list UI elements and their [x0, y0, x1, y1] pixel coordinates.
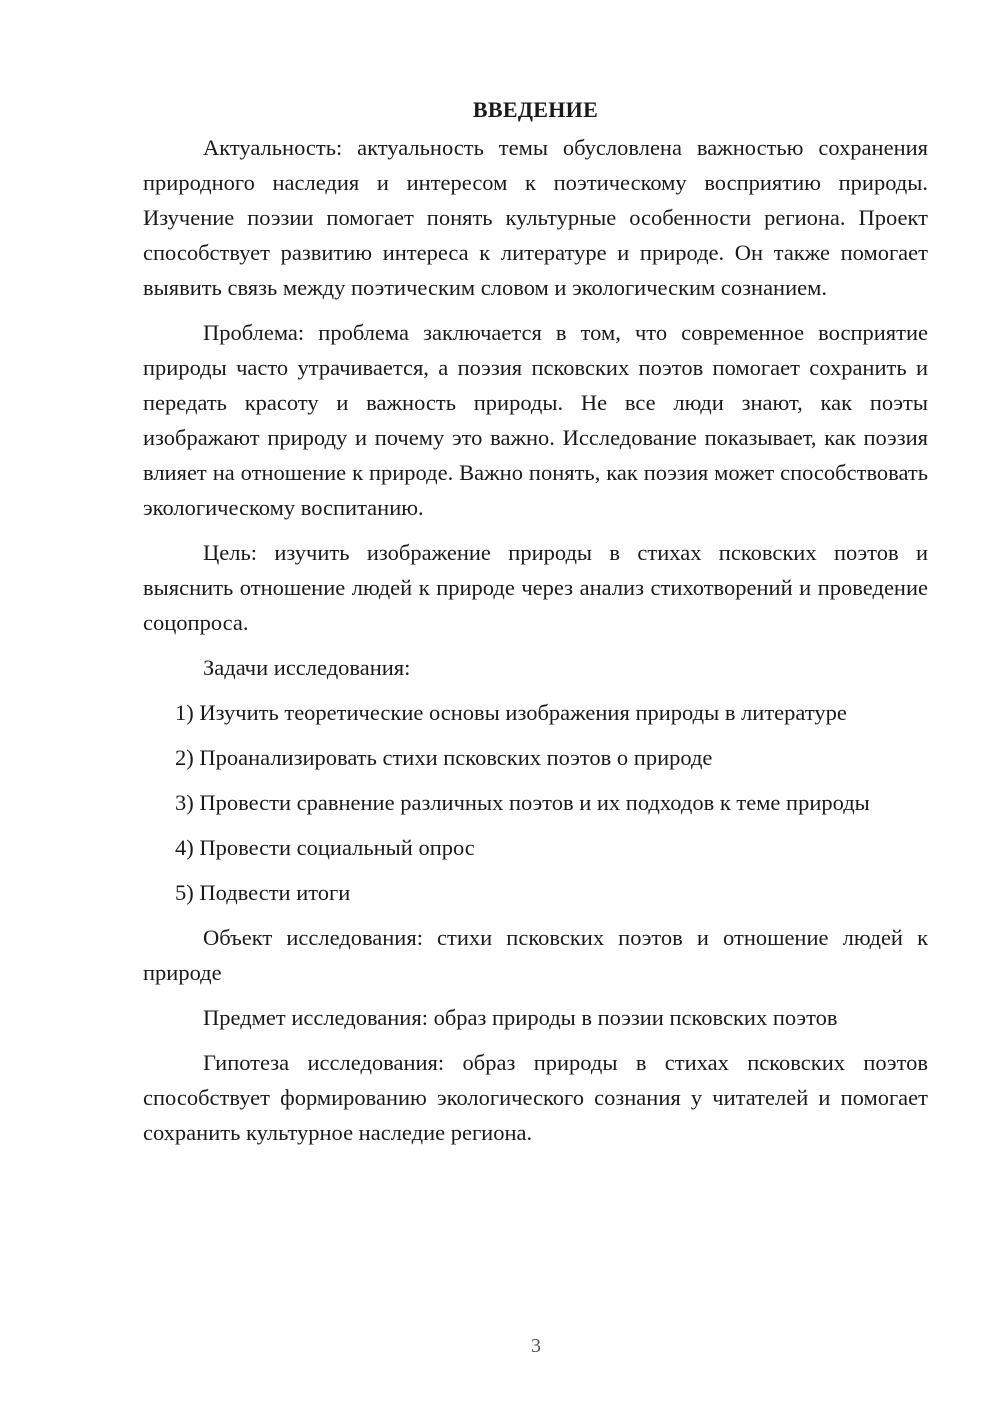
subject-paragraph: Предмет исследования: образ природы в поэзии псковских поэтов: [203, 1005, 838, 1030]
task-item-3: 3) Провести сравнение различных поэтов и их подходов к теме природы: [175, 790, 870, 815]
hypothesis-paragraph: Гипотеза исследования: образ природы в стихах псковских поэтов способствует формированию экологического сознания у читателей и помогает сохранить культурное наследие региона.: [143, 1050, 928, 1145]
goal-paragraph: Цель: изучить изображение природы в стихах псковских поэтов и выяснить отношение людей к природе через анализ стихотворений и проведение соцопроса.: [143, 540, 928, 635]
problem-paragraph: Проблема: проблема заключается в том, что современное восприятие природы часто утрачивается, а поэзия псковских поэтов помогает сохранить и передать красоту и важность природы. Не все люди знают, как поэты изображают природу и почему это важно. Исследование показывает, как поэзия влияет на отношение к природе. Важно понять, как поэзия может способствовать экологическому воспитанию.: [143, 320, 928, 520]
section-title: ВВЕДЕНИЕ: [472, 97, 599, 122]
task-item-1: 1) Изучить теоретические основы изображения природы в литературе: [175, 700, 847, 725]
tasks-heading: Задачи исследования:: [203, 655, 411, 680]
page-content: [143, 92, 928, 1160]
task-item-5: 5) Подвести итоги: [175, 880, 351, 905]
task-item-4: 4) Провести социальный опрос: [175, 835, 475, 860]
tasks-list: [143, 695, 928, 910]
page-number: 3: [531, 1335, 541, 1357]
object-paragraph: Объект исследования: стихи псковских поэтов и отношение людей к природе: [143, 925, 928, 985]
task-item-2: 2) Проанализировать стихи псковских поэтов о природе: [175, 745, 713, 770]
relevance-paragraph: Актуальность: актуальность темы обусловлена важностью сохранения природного наследия и интересом к поэтическому восприятию природы. Изучение поэзии помогает понять культурные особенности региона. Проект способствует развитию интереса к литературе и природе. Он также помогает выявить связь между поэтическим словом и экологическим сознанием.: [143, 135, 928, 300]
